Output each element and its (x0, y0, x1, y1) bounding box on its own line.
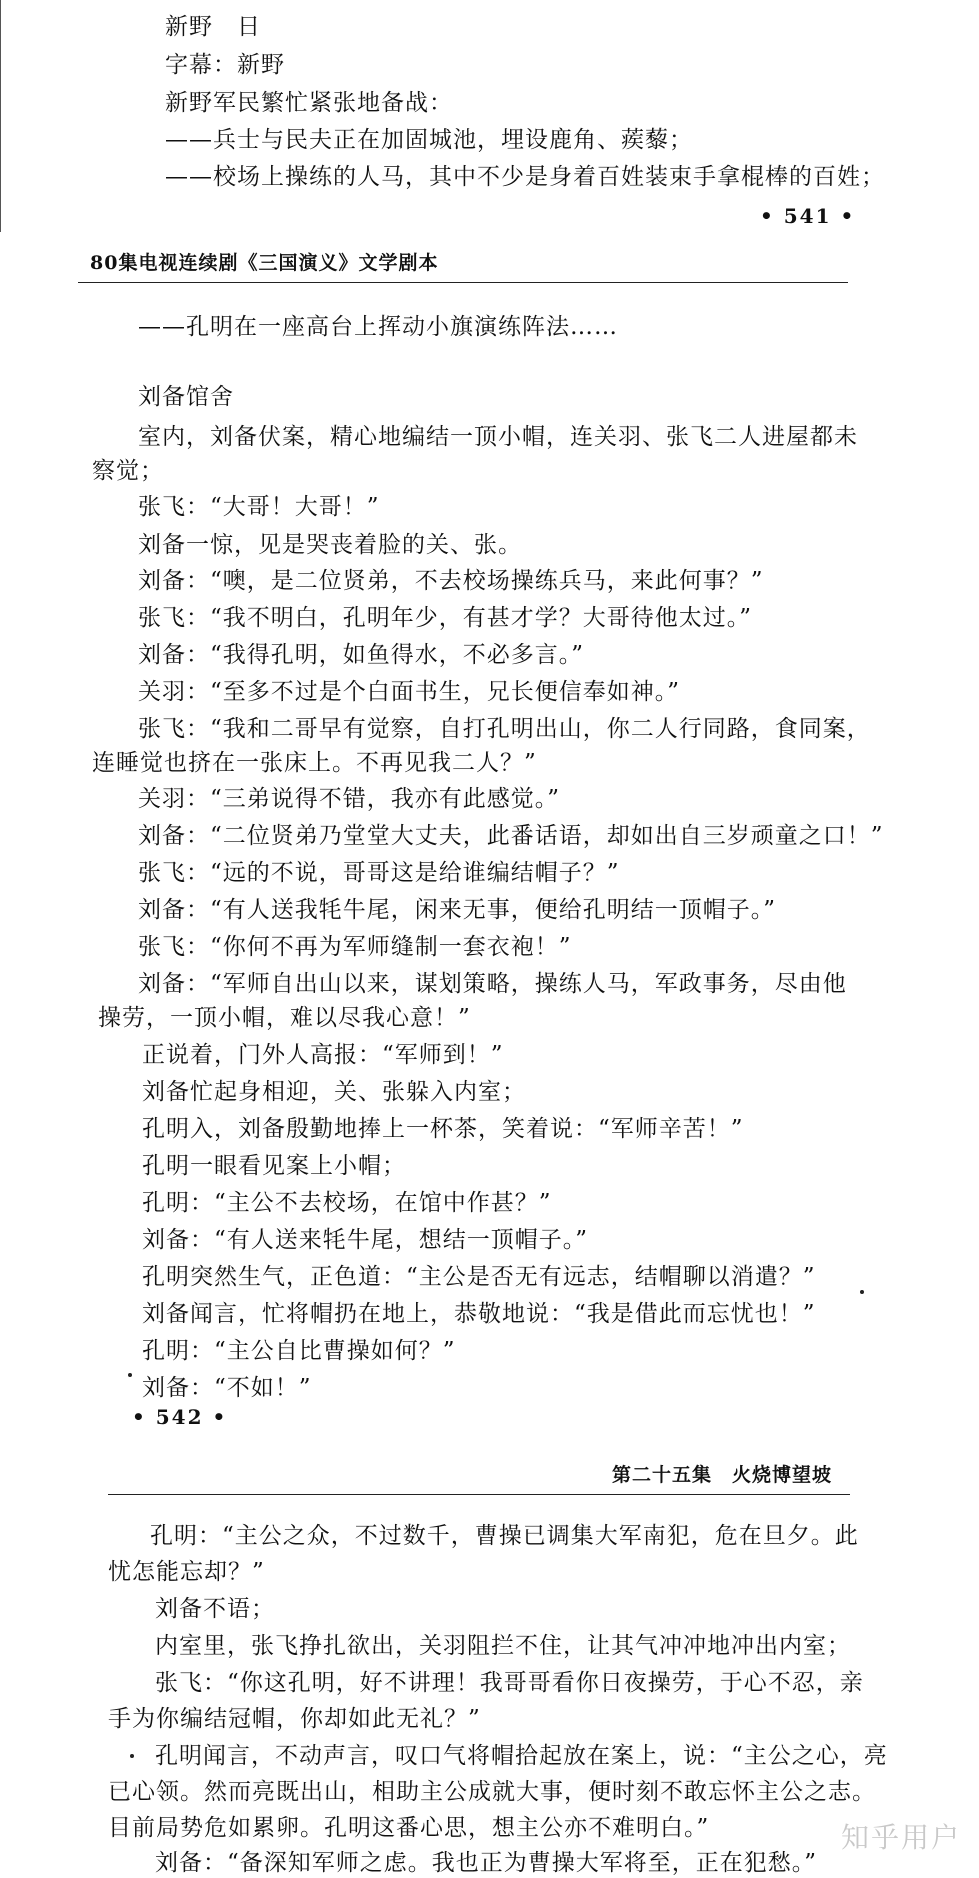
text-line: 刘备：“有人送来牦牛尾，想结一顶帽子。” (142, 1227, 589, 1253)
text-line: 室内，刘备伏案，精心地编结一顶小帽，连关羽、张飞二人进屋都未 (138, 424, 858, 450)
text-line: 手为你编结冠帽，你却如此无礼？” (108, 1706, 481, 1732)
text-line: 刘备闻言，忙将帽扔在地上，恭敬地说：“我是借此而忘忧也！” (142, 1301, 816, 1327)
text-line: 孔明入，刘备殷勤地捧上一杯茶，笑着说：“军师辛苦！” (142, 1116, 744, 1142)
text-line: ——兵士与民夫正在加固城池，埋设鹿角、蒺藜； (165, 127, 693, 153)
text-line: 张飞：“远的不说，哥哥这是给谁编结帽子？” (138, 860, 620, 886)
header-rule (78, 282, 848, 283)
text-line: 孔明闻言，不动声言，叹口气将帽拾起放在案上，说：“主公之心，亮 (155, 1743, 888, 1769)
text-line: ——孔明在一座高台上挥动小旗演练阵法…… (138, 314, 618, 340)
text-line: 孔明：“主公自比曹操如何？” (142, 1338, 456, 1364)
text-line: 忧怎能忘却？” (108, 1559, 265, 1585)
text-line: 张飞：“我不明白，孔明年少，有甚才学？大哥待他太过。” (138, 605, 753, 631)
scene-heading: 刘备馆舍 (138, 384, 234, 410)
text-line: 张飞：“我和二哥早有觉察，自打孔明出山，你二人行同路，食同案， (138, 716, 871, 742)
text-line: 目前局势危如累卵。孔明这番心思，想主公亦不难明白。” (108, 1815, 710, 1841)
text-line: 操劳，一顶小帽，难以尽我心意！” (98, 1005, 471, 1031)
text-line: 张飞：“你这孔明，好不讲理！我哥哥看你日夜操劳，于心不忍，亲 (155, 1670, 864, 1696)
page-542 (0, 240, 979, 1450)
page-541-fragment (0, 0, 979, 232)
text-line: 孔明：“主公之众，不过数千，曹操已调集大军南犯，危在旦夕。此 (150, 1523, 859, 1549)
text-line: 字幕：新野 (165, 52, 285, 78)
text-line: 已心领。然而亮既出山，相助主公成就大事，便时刻不敢忘怀主公之志。 (108, 1779, 876, 1805)
text-line: 孔明突然生气，正色道：“主公是否无有远志，结帽聊以消遣？” (142, 1264, 816, 1290)
text-line: 刘备不语； (155, 1596, 275, 1622)
text-line: 孔明：“主公不去校场，在馆中作甚？” (142, 1190, 552, 1216)
text-line: 关羽：“三弟说得不错，我亦有此感觉。” (138, 786, 561, 812)
text-line: 察觉； (92, 458, 164, 484)
text-line: 刘备：“军师自出山以来，谋划策略，操练人马，军政事务，尽由他 (138, 971, 847, 997)
page-number: • 541 • (760, 204, 856, 228)
text-line: 内室里，张飞挣扎欲出，关羽阻拦不住，让其气冲冲地冲出内室； (155, 1633, 851, 1659)
text-line: 刘备一惊，见是哭丧着脸的关、张。 (138, 532, 522, 558)
text-line: 张飞：“大哥！大哥！” (138, 494, 380, 520)
page-543-fragment (0, 1456, 979, 1878)
scan-speck (128, 1373, 132, 1377)
running-header: 第二十五集 火烧博望坡 (612, 1464, 833, 1486)
text-line: 刘备忙起身相迎，关、张躲入内室； (142, 1079, 526, 1105)
text-line: 刘备：“不如！” (142, 1375, 312, 1401)
text-line: ——校场上操练的人马，其中不少是身着百姓装束手拿棍棒的百姓； (165, 164, 885, 190)
text-line: 新野 日 (165, 14, 261, 40)
text-line: 刘备：“噢，是二位贤弟，不去校场操练兵马，来此何事？” (138, 568, 764, 594)
text-line: 关羽：“至多不过是个白面书生，兄长便信奉如神。” (138, 679, 681, 705)
header-rule (108, 1494, 850, 1495)
scan-speck (860, 1290, 864, 1294)
text-line: 刘备：“备深知军师之虑。我也正为曹操大军将至，正在犯愁。” (155, 1850, 818, 1876)
text-line: 张飞：“你何不再为军师缝制一套衣袍！” (138, 934, 572, 960)
page-gap (0, 232, 979, 240)
page-number: • 542 • (132, 1405, 228, 1429)
running-header: 80集电视连续剧《三国演义》文学剧本 (90, 252, 439, 274)
text-line: 刘备：“我得孔明，如鱼得水，不必多言。” (138, 642, 585, 668)
watermark: 知乎用户 (840, 1821, 961, 1854)
text-line: 新野军民繁忙紧张地备战： (165, 90, 453, 116)
scan-edge-line (0, 0, 1, 232)
text-line: 孔明一眼看见案上小帽； (142, 1153, 406, 1179)
text-line: 连睡觉也挤在一张床上。不再见我二人？” (92, 750, 537, 776)
text-line: 正说着，门外人高报：“军师到！” (142, 1042, 504, 1068)
text-line: 刘备：“二位贤弟乃堂堂大丈夫，此番话语，却如出自三岁顽童之口！” (138, 823, 884, 849)
scan-speck (130, 1754, 134, 1758)
text-line: 刘备：“有人送我牦牛尾，闲来无事，便给孔明结一顶帽子。” (138, 897, 777, 923)
